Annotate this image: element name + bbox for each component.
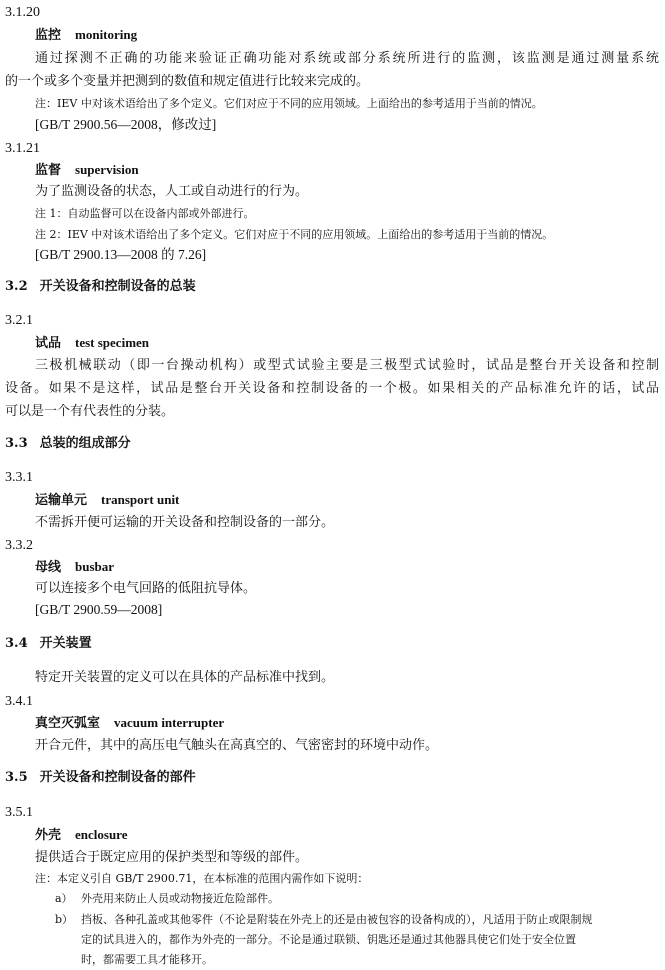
note-text: 注：IEV 中对该术语给出了多个定义。它们对应于不同的应用领域。上面给出的参考适用于当前的情况。 — [35, 97, 543, 110]
term-heading — [35, 163, 139, 177]
note-text: 注 1：自动监督可以在设备内部或外部进行。 — [35, 207, 255, 220]
term-english: transport unit — [101, 492, 180, 507]
list-text: 定的试具进入的，都作为外壳的一部分。不论是通过联锁、钥匙还是通过其他器具使它们处于安全位置 — [81, 933, 576, 946]
term-english: vacuum interrupter — [114, 715, 225, 730]
section-title: 总装的组成部分 — [39, 436, 131, 451]
term-english: enclosure — [75, 827, 128, 842]
term-chinese: 监督 — [35, 163, 62, 178]
term-chinese: 运输单元 — [35, 493, 88, 508]
definition-text: 三极机械联动（即一台操动机构）或型式试验主要是三极型式试验时，试品是整台开关设备和控制 — [35, 358, 659, 373]
definition-text: 不需拆开便可运输的开关设备和控制设备的一部分。 — [35, 515, 335, 530]
term-chinese: 真空灭弧室 — [35, 716, 101, 731]
clause-number: 3.2.1 — [5, 313, 33, 328]
list-marker: b） — [55, 913, 74, 926]
section-number: 3.4 — [5, 636, 28, 651]
clause-number: 3.4.1 — [5, 694, 33, 709]
term-chinese: 母线 — [35, 560, 62, 575]
list-marker: a） — [55, 892, 73, 905]
section-number: 3.2 — [5, 279, 28, 294]
reference-text: [GB/T 2900.56—2008，修改过] — [35, 117, 217, 132]
clause-number: 3.3.2 — [5, 538, 33, 553]
section-heading — [5, 437, 131, 450]
definition-text: 的一个或多个变量并把测到的数值和规定值进行比较来完成的。 — [5, 74, 370, 89]
section-number: 3.3 — [5, 436, 28, 451]
clause-number: 3.1.21 — [5, 141, 40, 156]
definition-text: 开合元件，其中的高压电气触头在高真空的、气密密封的环境中动作。 — [35, 738, 439, 753]
term-english: monitoring — [75, 27, 138, 42]
note-text: 注 2：IEV 中对该术语给出了多个定义。它们对应于不同的应用领域。上面给出的参考适用于当前的情况。 — [35, 228, 554, 241]
section-number: 3.5 — [5, 770, 28, 785]
section-text: 特定开关装置的定义可以在具体的产品标准中找到。 — [35, 670, 335, 685]
term-heading — [35, 336, 149, 350]
term-heading — [35, 560, 114, 574]
term-chinese: 外壳 — [35, 828, 62, 843]
term-english: supervision — [75, 162, 139, 177]
term-heading — [35, 28, 137, 42]
definition-text: 通过探测不正确的功能来验证正确功能对系统或部分系统所进行的监测，该监测是通过测量系统 — [35, 51, 659, 66]
term-chinese: 监控 — [35, 28, 62, 43]
definition-text: 为了监测设备的状态，人工或自动进行的行为。 — [35, 184, 309, 199]
section-title: 开关设备和控制设备的总装 — [39, 279, 196, 294]
section-title: 开关设备和控制设备的部件 — [39, 770, 196, 785]
definition-text: 可以连接多个电气回路的低阻抗导体。 — [35, 581, 257, 596]
list-text: 外壳用来防止人员或动物接近危险部件。 — [81, 892, 279, 905]
reference-text: [GB/T 2900.13—2008 的 7.26] — [35, 247, 207, 262]
clause-number: 3.5.1 — [5, 805, 33, 820]
term-heading — [35, 716, 224, 730]
section-heading — [5, 280, 196, 293]
term-english: busbar — [75, 559, 115, 574]
list-item-b — [55, 914, 593, 925]
term-chinese: 试品 — [35, 336, 62, 351]
definition-text: 设备。如果不是这样，试品是整台开关设备和控制设备的一个极。如果相关的产品标准允许的话，试品 — [5, 381, 659, 396]
reference-text: [GB/T 2900.59—2008] — [35, 602, 163, 617]
list-item-a — [55, 893, 279, 904]
term-heading — [35, 493, 179, 507]
definition-text: 可以是一个有代表性的分装。 — [5, 404, 175, 419]
definition-text: 提供适合于既定应用的保护类型和等级的部件。 — [35, 850, 309, 865]
term-heading — [35, 828, 128, 842]
list-text: 时，都需要工具才能移开。 — [81, 953, 213, 966]
section-title: 开关装置 — [39, 636, 92, 651]
section-heading — [5, 771, 196, 784]
term-english: test specimen — [75, 335, 150, 350]
clause-number: 3.1.20 — [5, 5, 40, 20]
section-heading — [5, 637, 92, 650]
note-text: 注：本定义引自 GB/T 2900.71，在本标准的范围内需作如下说明： — [35, 872, 369, 885]
clause-number: 3.3.1 — [5, 470, 33, 485]
list-text: 挡板、各种孔盖或其他零件（不论是附装在外壳上的还是由被包容的设备构成的），凡适用于防止或限制规 — [81, 913, 593, 926]
